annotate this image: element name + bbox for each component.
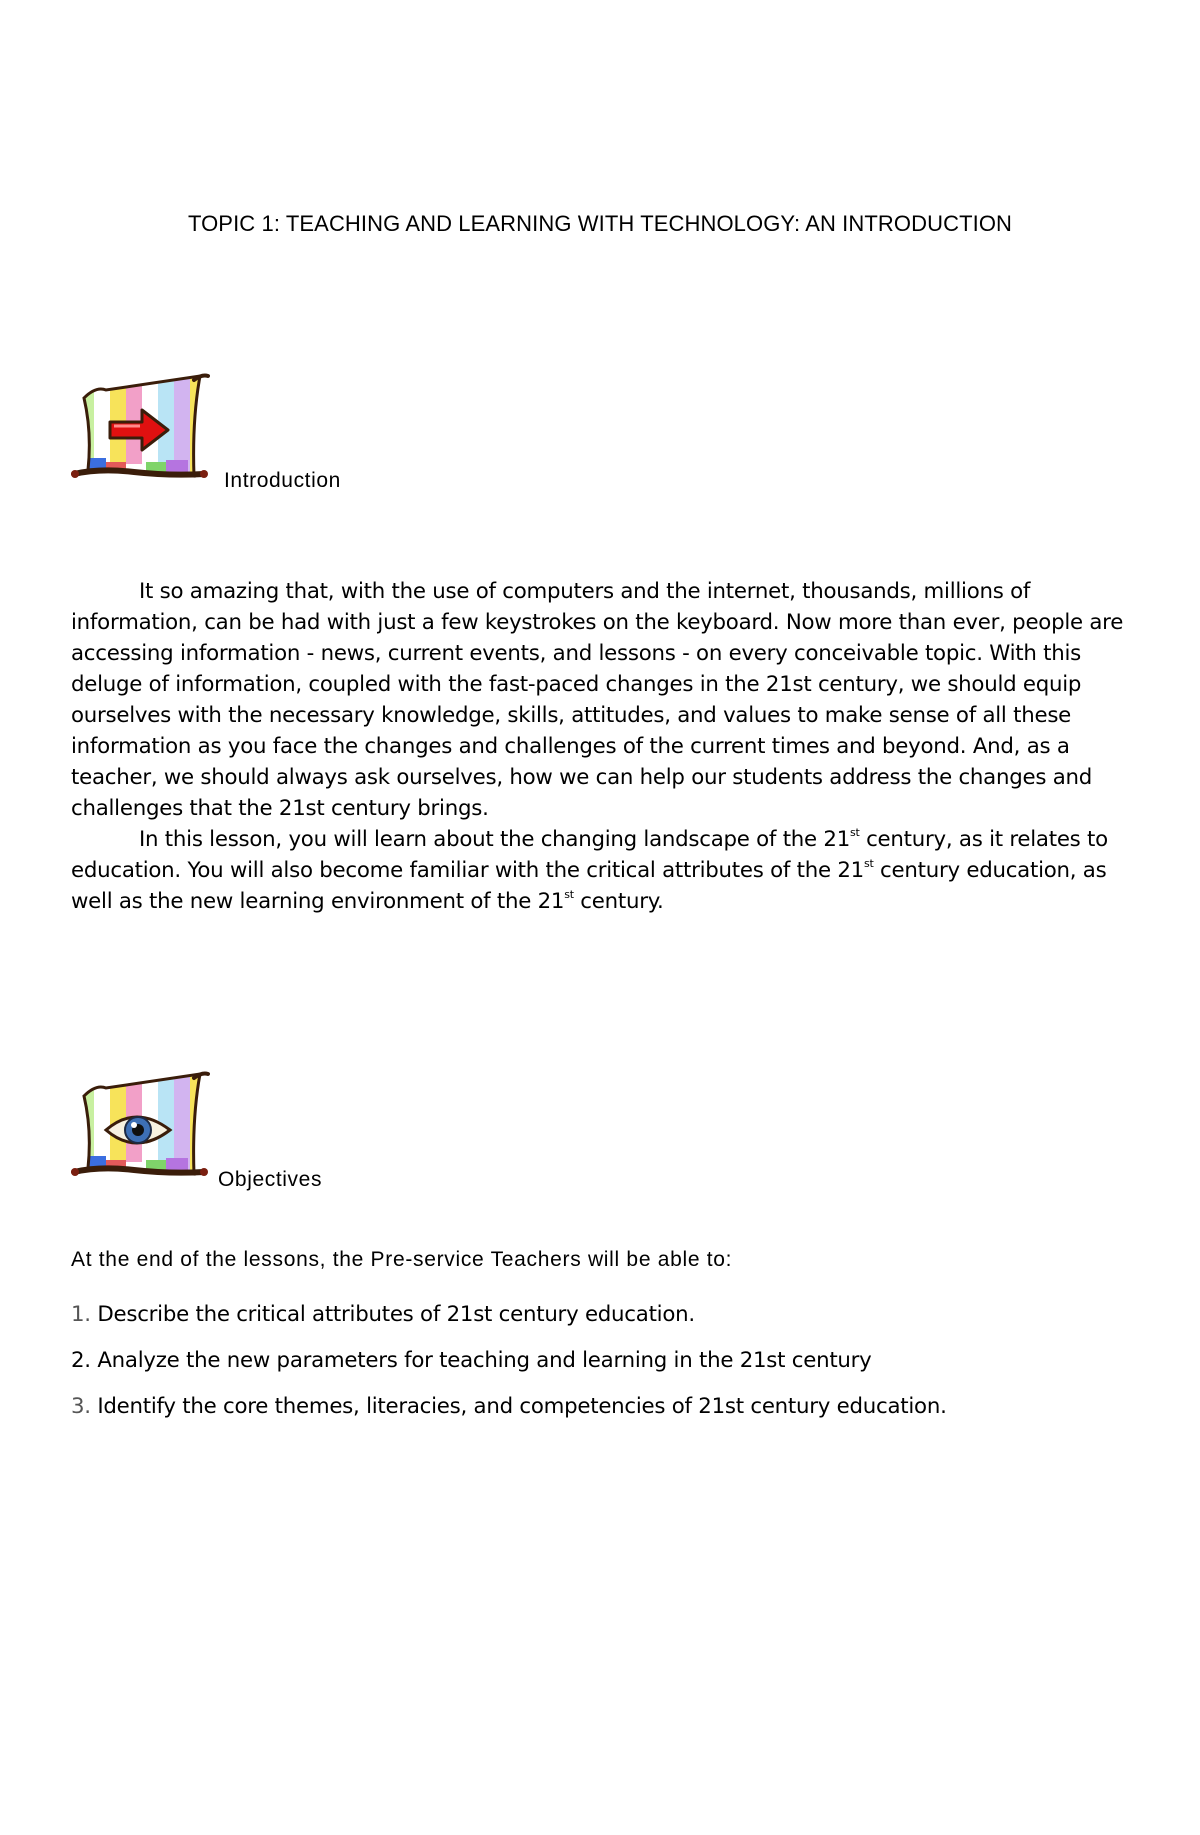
- introduction-paragraph-2: [71, 824, 1136, 917]
- objectives-list: [71, 1300, 1136, 1438]
- objectives-heading: Objectives: [218, 1168, 323, 1191]
- objectives-lead-in: At the end of the lessons, the Pre-service Teachers will be able to:: [71, 1248, 733, 1271]
- ordinal-suffix-3: st: [564, 887, 574, 901]
- introduction-heading: Introduction: [224, 469, 341, 492]
- objective-item: [71, 1392, 1136, 1438]
- objective-text: Identify the core themes, literacies, and competencies of 21st century education.: [90, 1394, 947, 1419]
- red-arrow-banner-icon: [70, 370, 210, 488]
- eye-banner-icon: [70, 1068, 210, 1186]
- objective-number: 1.: [71, 1302, 91, 1327]
- paragraph-2-part-4: century.: [573, 889, 664, 914]
- objective-item: [71, 1300, 1136, 1346]
- introduction-paragraph-1: It so amazing that, with the use of computers and the internet, thousands, millions of information, can be had with just a few keystrokes on the keyboard. Now more than ever, people are accessing information - news, current events, and lessons - on every conceivable topic. With this deluge of information, coupled with the fast-paced changes in the 21st century, we should equip ourselves with the necessary knowledge, skills, attitudes, and values to make sense of all these information as you face the changes and challenges of the current times and beyond. And, as a teacher, we should always ask ourselves, how we can help our students address the changes and challenges that the 21st century brings.: [71, 579, 1124, 821]
- objective-item: [71, 1346, 1136, 1392]
- introduction-body: [71, 576, 1136, 917]
- objective-number: 2.: [71, 1348, 91, 1373]
- ordinal-suffix-2: st: [863, 856, 874, 870]
- page-title: TOPIC 1: TEACHING AND LEARNING WITH TECHNOLOGY: AN INTRODUCTION: [187, 211, 1013, 236]
- objective-text: Describe the critical attributes of 21st century education.: [90, 1302, 695, 1327]
- paragraph-2-part-1: In this lesson, you will learn about the changing landscape of the 21: [139, 827, 851, 852]
- objective-text: Analyze the new parameters for teaching and learning in the 21st century: [90, 1348, 872, 1373]
- paragraph-2-part-2: century, as it relates to education. You will also become familiar with the critical attributes of the 21: [71, 827, 1108, 883]
- paragraph-2-part-3: century education, as well as the new learning environment of the 21: [71, 858, 1107, 914]
- objective-number: 3.: [71, 1394, 91, 1419]
- ordinal-suffix-1: st: [850, 825, 860, 839]
